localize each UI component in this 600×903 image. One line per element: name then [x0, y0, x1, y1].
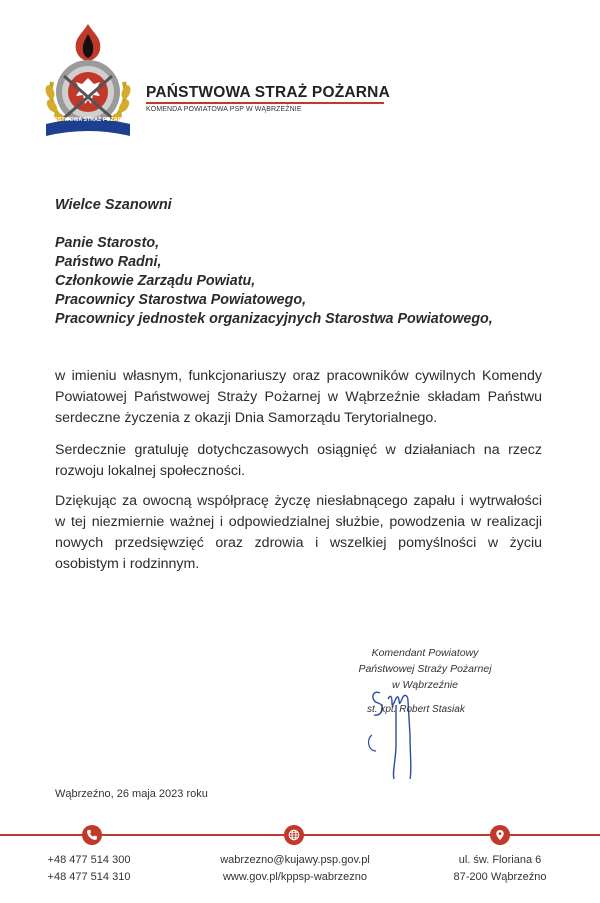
signature-line-1: Komendant Powiatowy	[371, 647, 479, 659]
signature-line-2: Państwowej Straży Pożarnej	[358, 663, 492, 675]
footer-web	[210, 852, 380, 886]
organization-name: PAŃSTWOWA STRAŻ POŻARNA	[146, 84, 390, 101]
organization-unit: KOMENDA POWIATOWA PSP W WĄBRZEŹNIE	[146, 106, 302, 113]
phone-number[interactable]: +48 477 514 310	[47, 871, 131, 883]
addressee-line: Panie Starosto,	[55, 235, 160, 251]
header-divider	[146, 102, 384, 104]
letter-greeting: Wielce Szanowni	[55, 197, 172, 213]
addressee-line: Członkowie Zarządu Powiatu,	[55, 273, 256, 289]
addressee-line: Pracownicy Starostwa Powiatowego,	[55, 292, 307, 308]
addressee-list	[55, 234, 493, 329]
address-city: 87-200 Wąbrzeźno	[453, 871, 547, 883]
website-link[interactable]: www.gov.pl/kppsp-wabrzezno	[222, 871, 368, 883]
letter-paragraph-2: Serdecznie gratuluję dotychczasowych osiągnięć w działaniach na rzecz rozwoju lokalnej społeczności.	[55, 442, 542, 479]
globe-icon	[284, 825, 304, 845]
footer-address	[445, 852, 555, 886]
signatory-name: st. kpt. Robert Stasiak	[367, 704, 465, 715]
signature-line-3: w Wąbrzeźnie	[392, 679, 458, 691]
phone-number[interactable]: +48 477 514 300	[47, 854, 131, 866]
addressee-line: Państwo Radni,	[55, 254, 162, 270]
phone-icon	[82, 825, 102, 845]
letter-paragraph-3: Dziękując za owocną współpracę życzę niesłabnącego zapału i wytrwałości w tej niezmiernie ważnej i odpowiedzialnej służbie, powodzenia w realizacji nowych przedsięwzięć oraz zdrowia i wszelkiej pomyślności w życiu osobistym i rodzinnym.	[55, 493, 542, 572]
addressee-line: Pracownicy jednostek organizacyjnych Starostwa Powiatowego,	[55, 311, 493, 327]
letter-date: Wąbrzeźno, 26 maja 2023 roku	[55, 788, 208, 800]
handwritten-signature	[352, 675, 442, 785]
location-pin-icon	[490, 825, 510, 845]
address-street: ul. św. Floriana 6	[458, 854, 542, 866]
letter-paragraph-1: w imieniu własnym, funkcjonariuszy oraz pracowników cywilnych Komendy Powiatowej Państwowej Straży Pożarnej w Wąbrzeźnie składam Państwu serdeczne życzenia z okazji Dnia Samorządu Terytorialnego.	[55, 368, 542, 426]
email-link[interactable]: wabrzezno@kujawy.psp.gov.pl	[220, 854, 370, 866]
logo-ribbon-text: PAŃSTWOWA STRAŻ POŻARNA	[46, 117, 130, 123]
footer-phones	[46, 852, 132, 886]
